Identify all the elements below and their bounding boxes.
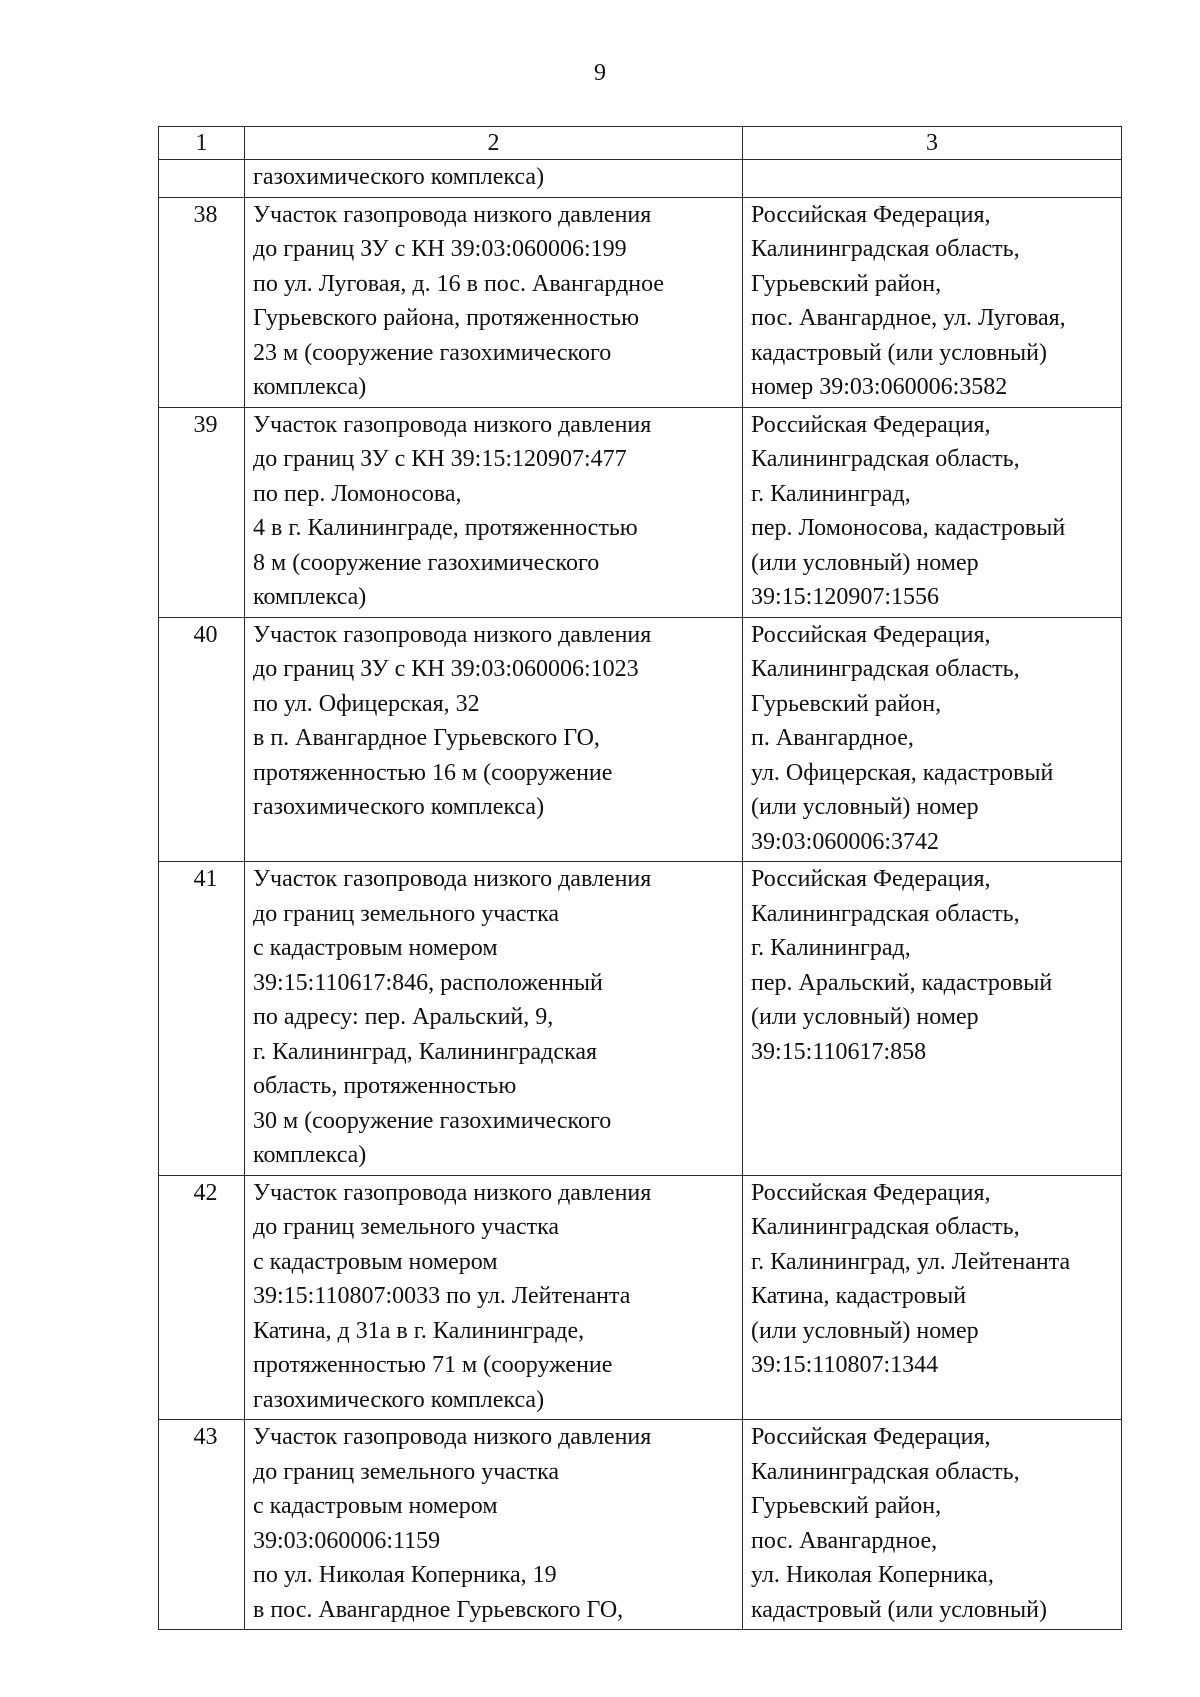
description-line: с кадастровым номером [253,1493,498,1519]
description-line: до границ ЗУ с КН 39:15:120907:477 [253,446,627,472]
column-header-1: 1 [159,127,245,160]
description-cell [245,407,743,617]
description-line: газохимического комплекса) [253,1386,545,1413]
address-line: ул. Николая Коперника, [751,1562,994,1588]
header-row [159,127,1122,160]
description-line: Гурьевского района, протяженностью [253,305,640,331]
address-line: (или условный) номер [751,794,979,820]
address-line: Калининградская область, [751,656,1020,682]
address-line: кадастровый (или условный) [751,339,1047,366]
description-line: по адресу: пер. Аральский, 9, [253,1004,554,1030]
table-row [159,1420,1122,1630]
description-line: Участок газопровода низкого давления [253,201,652,228]
description-line: 8 м (сооружение газохимического [253,549,600,576]
address-line: (или условный) номер [751,1004,979,1030]
description-cell [245,1175,743,1420]
address-line: Гурьевский район, [751,270,942,297]
description-line: до границ ЗУ с КН 39:03:060006:199 [253,236,627,262]
address-line: 39:15:120907:1556 [751,584,940,610]
description-line: Катина, д 31а в г. Калининграде, [253,1317,585,1344]
address-line: 39:15:110807:1344 [751,1352,939,1378]
address-line: г. Калининград, ул. Лейтенанта [751,1248,1071,1275]
address-line: п. Авангардное, [751,725,914,751]
address-line: пер. Аральский, кадастровый [751,969,1053,996]
continuation-row [159,160,1122,198]
address-line: Российская Федерация, [751,201,991,228]
description-line: в п. Авангардное Гурьевского ГО, [253,725,600,751]
table-body [159,160,1122,1630]
row-number-cell: 40 [159,617,245,862]
description-line: 30 м (сооружение газохимического [253,1107,612,1134]
address-cell [743,617,1122,862]
address-line: Гурьевский район, [751,690,942,717]
address-line: Российская Федерация, [751,866,991,892]
description-line: газохимического комплекса) [253,164,545,190]
description-line: до границ земельного участка [253,900,560,927]
address-line: Российская Федерация, [751,621,991,648]
description-line: в пос. Авангардное Гурьевского ГО, [253,1596,624,1623]
row-number-cell: 41 [159,862,245,1176]
address-cell [743,160,1122,198]
description-cell [245,862,743,1176]
address-cell [743,197,1122,407]
table-row [159,197,1122,407]
address-line: 39:15:110617:858 [751,1038,927,1065]
column-header-2: 2 [245,127,743,160]
address-line: 39:03:060006:3742 [751,828,940,855]
description-line: область, протяженностью [253,1073,517,1099]
description-line: 23 м (сооружение газохимического [253,339,612,366]
table-row [159,862,1122,1176]
address-line: кадастровый (или условный) [751,1596,1047,1623]
description-line: газохимического комплекса) [253,794,545,820]
description-line: 39:15:110617:846, расположенный [253,969,603,996]
row-number-cell: 38 [159,197,245,407]
row-number-cell: 43 [159,1420,245,1630]
address-line: Калининградская область, [751,900,1020,927]
page-number: 9 [594,60,606,86]
description-cell [245,197,743,407]
description-line: по пер. Ломоносова, [253,480,462,507]
description-line: комплекса) [253,584,367,610]
description-line: комплекса) [253,1142,367,1168]
address-line: Калининградская область, [751,236,1020,262]
address-line: пос. Авангардное, [751,1527,938,1554]
description-line: г. Калининград, Калининградская [253,1038,598,1065]
row-number-cell: 42 [159,1175,245,1420]
registry-table [158,126,1122,1630]
description-line: 39:15:110807:0033 по ул. Лейтенанта [253,1283,631,1309]
description-line: Участок газопровода низкого давления [253,1424,652,1450]
row-number-cell [159,160,245,198]
description-line: до границ земельного участка [253,1458,560,1485]
description-line: Участок газопровода низкого давления [253,411,652,438]
description-line: 4 в г. Калининграде, протяженностью [253,515,638,541]
description-line: с кадастровым номером [253,1248,498,1275]
row-number-cell: 39 [159,407,245,617]
description-line: протяженностью 71 м (сооружение [253,1352,613,1378]
description-cell [245,1420,743,1630]
description-line: 39:03:060006:1159 [253,1527,441,1554]
address-line: Калининградская область, [751,446,1020,472]
address-cell [743,1420,1122,1630]
description-line: с кадастровым номером [253,935,498,961]
address-line: Российская Федерация, [751,1424,991,1450]
address-line: Катина, кадастровый [751,1283,967,1309]
description-line: Участок газопровода низкого давления [253,866,652,892]
description-line: Участок газопровода низкого давления [253,621,652,648]
column-header-3: 3 [743,127,1122,160]
address-line: ул. Офицерская, кадастровый [751,759,1054,786]
address-line: (или условный) номер [751,1317,979,1344]
address-line: пер. Ломоносова, кадастровый [751,515,1066,541]
address-cell [743,407,1122,617]
address-line: номер 39:03:060006:3582 [751,374,1008,400]
address-line: Российская Федерация, [751,1179,991,1206]
address-line: Калининградская область, [751,1214,1020,1240]
description-cell [245,617,743,862]
description-line: Участок газопровода низкого давления [253,1179,652,1206]
address-line: Российская Федерация, [751,411,991,438]
address-cell [743,1175,1122,1420]
address-line: г. Калининград, [751,480,911,507]
description-line: до границ земельного участка [253,1214,560,1240]
table-row [159,1175,1122,1420]
address-line: Калининградская область, [751,1458,1020,1485]
address-line: (или условный) номер [751,549,979,576]
table-row [159,407,1122,617]
description-cell [245,160,743,198]
address-line: пос. Авангардное, ул. Луговая, [751,305,1066,331]
address-cell [743,862,1122,1176]
address-line: г. Калининград, [751,935,911,961]
description-line: комплекса) [253,374,367,400]
address-line: Гурьевский район, [751,1493,942,1519]
description-line: по ул. Луговая, д. 16 в пос. Авангардное [253,270,665,297]
description-line: по ул. Николая Коперника, 19 [253,1562,557,1588]
table-row [159,617,1122,862]
description-line: до границ ЗУ с КН 39:03:060006:1023 [253,656,639,682]
description-line: протяженностью 16 м (сооружение [253,759,613,786]
description-line: по ул. Офицерская, 32 [253,690,480,717]
